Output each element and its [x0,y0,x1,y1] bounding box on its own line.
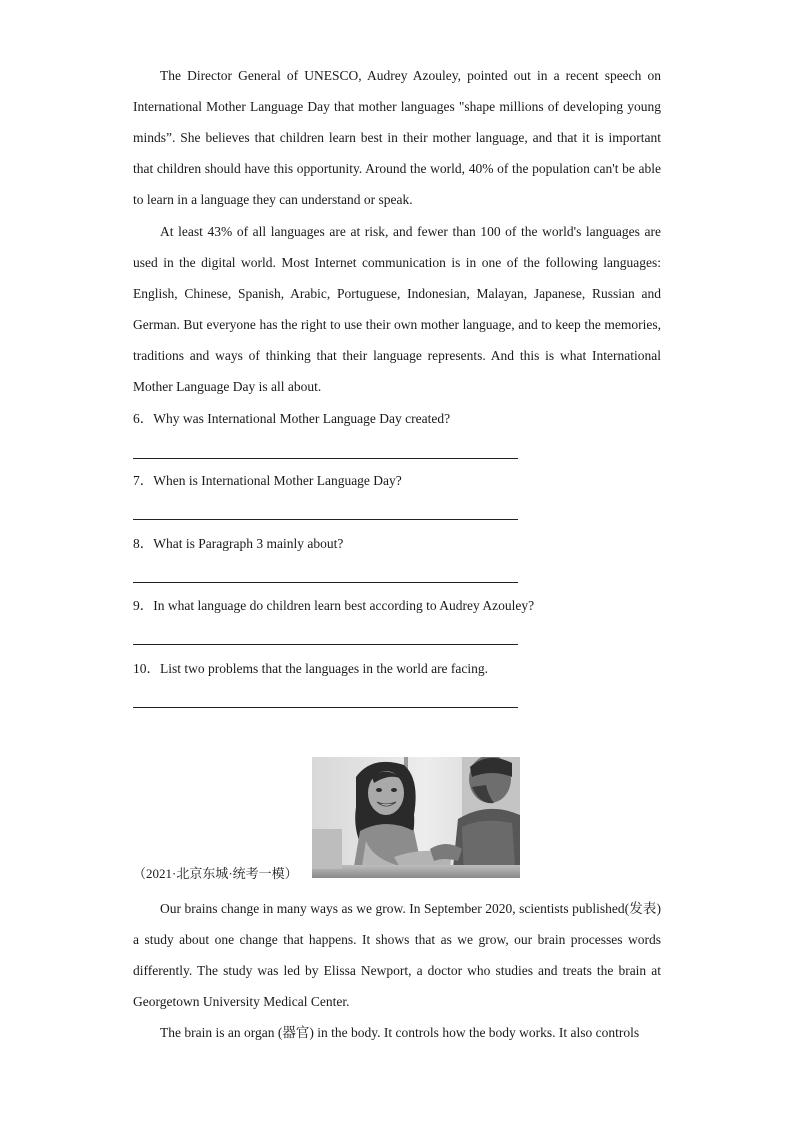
answer-line-7[interactable] [133,519,518,520]
answer-line-6[interactable] [133,458,518,459]
question-number: 7． [133,473,154,488]
answer-line-8[interactable] [133,582,518,583]
question-number: 8． [133,536,154,551]
answer-line-10[interactable] [133,707,518,708]
question-text: Why was International Mother Language Day created? [153,411,451,426]
question-text: In what language do children learn best according to Audrey Azouley? [153,598,535,613]
question-8 [133,534,673,554]
passage2-paragraph-1-text: Our brains change in many ways as we grow. In September 2020, scientists published(发表) a study about one change that happens. It shows that as we grow, our brain processes words differently. The study was led by Elissa Newport, a doctor who studies and treats the brain at Georgetown University Medical Center. [133,901,661,1009]
passage2-source: （2021·北京东城·统考一模） [133,866,298,881]
passage1-paragraph-2 [133,60,661,215]
photo-girl-and-man [312,757,520,878]
question-number: 6． [133,411,154,426]
question-text: When is International Mother Language Day? [153,473,402,488]
passage1-paragraph-3 [133,216,661,402]
question-text: What is Paragraph 3 mainly about? [153,536,344,551]
answer-line-9[interactable] [133,644,518,645]
passage2-paragraph-2 [133,1017,661,1048]
question-7 [133,471,673,491]
question-9 [133,596,673,616]
question-text: List two problems that the languages in the world are facing. [160,661,489,676]
question-6 [133,409,673,429]
passage1-paragraph-3-text: At least 43% of all languages are at risk, and fewer than 100 of the world's languages are used in the digital world. Most Internet communication is in one of the following languages: English, Chinese, Spanish, Arabic, Portuguese, Indonesian, Malayan, Japanese, Russian and German. But everyone has the right to use their own mother language, and to keep the memories, traditions and ways of thinking that their language represents. And this is what International Mother Language Day is all about. [133,224,661,394]
question-10 [133,659,673,679]
question-number: 10． [133,661,160,676]
question-number: 9． [133,598,154,613]
passage1-paragraph-2-text: The Director General of UNESCO, Audrey Azouley, pointed out in a recent speech on International Mother Language Day that mother languages "shape millions of developing young minds”. She believes that children learn best in their mother language, and that it is important that children should have this opportunity. Around the world, 40% of the population can't be able to learn in a language they can understand or speak. [133,68,661,207]
passage2-paragraph-2-text: The brain is an organ (器官) in the body. It controls how the body works. It also controls [160,1025,640,1040]
passage2-paragraph-1 [133,893,661,1017]
photo-illustration [312,757,520,878]
